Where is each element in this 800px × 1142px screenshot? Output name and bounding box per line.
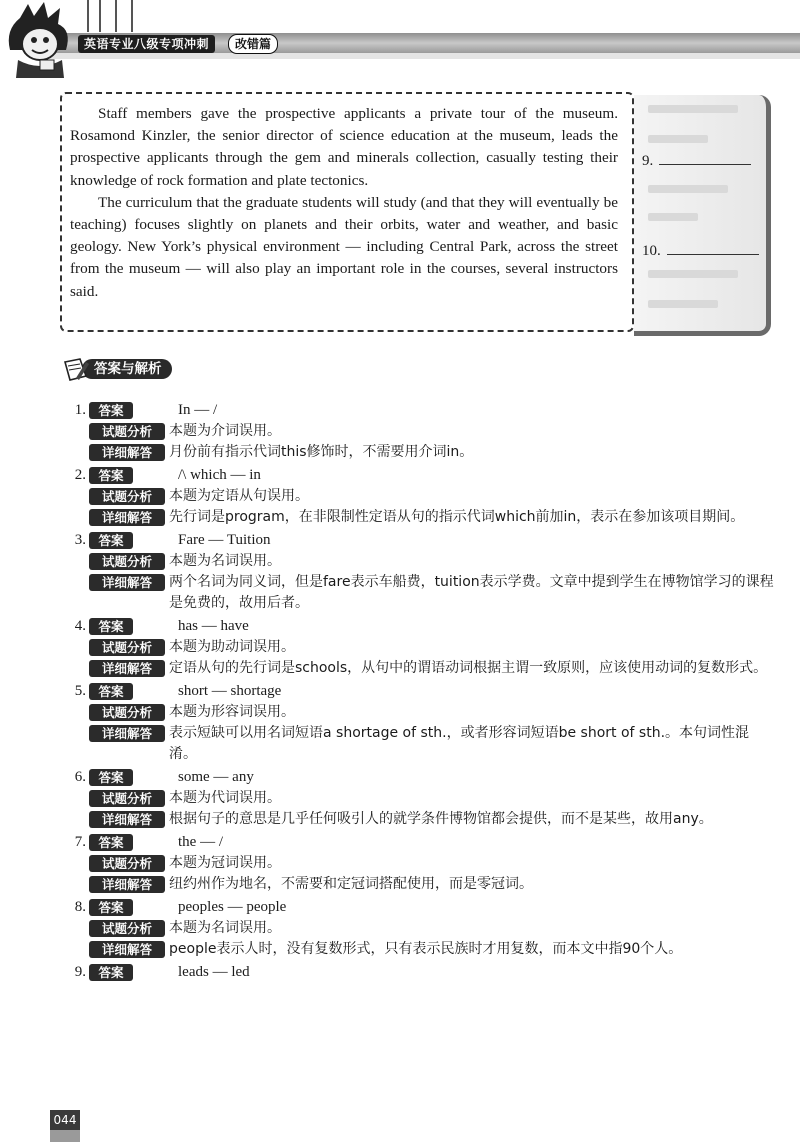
- answer-correction: Fare — Tuition: [178, 532, 271, 548]
- mascot-icon: [0, 0, 90, 80]
- analysis-tag: 试题分析: [89, 639, 165, 656]
- passage-text: [70, 103, 618, 303]
- answer-blank-10[interactable]: [642, 240, 759, 261]
- analysis-text: 本题为助动词误用。: [169, 639, 295, 655]
- answer-number: 2.: [74, 467, 86, 483]
- analysis-text: 本题为名词误用。: [169, 553, 281, 569]
- detail-text: people表示人时，没有复数形式，只有表示民族时才用复数，而本文中指90个人。: [169, 941, 683, 957]
- answer-item-8: [56, 897, 776, 960]
- analysis-tag: 试题分析: [89, 855, 165, 872]
- analysis-tag: 试题分析: [89, 790, 165, 807]
- analysis-text: 本题为定语从句误用。: [169, 488, 309, 504]
- detail-tag: 详细解答: [89, 444, 165, 461]
- section-badge: 改错篇: [228, 34, 278, 54]
- analysis-text: 本题为代词误用。: [169, 790, 281, 806]
- answer-tag: 答案: [89, 683, 133, 700]
- faint-text-line: [648, 270, 738, 278]
- page-number: 044: [50, 1110, 80, 1130]
- detail-text: 月份前有指示代词this修饰时，不需要用介词in。: [169, 444, 474, 460]
- pencil-icon: [62, 356, 90, 382]
- answer-correction: has — have: [178, 618, 249, 634]
- detail-tag: 详细解答: [89, 725, 165, 742]
- answer-tag: 答案: [89, 467, 133, 484]
- blank-label: 9.: [642, 153, 654, 169]
- detail-tag: 详细解答: [89, 941, 165, 958]
- analysis-text: 本题为形容词误用。: [169, 704, 295, 720]
- blank-line[interactable]: [659, 150, 751, 165]
- answer-item-3: [56, 530, 776, 614]
- faint-text-line: [648, 185, 728, 193]
- header-bars-decoration: [85, 0, 145, 32]
- answer-item-7: [56, 832, 776, 895]
- analysis-tag: 试题分析: [89, 704, 165, 721]
- answer-item-9: [56, 962, 776, 983]
- detail-text: 两个名词为同义词，但是fare表示车船费，tuition表示学费。文章中提到学生在博物馆学习的课程是免费的，故用后者。: [169, 574, 774, 611]
- answer-number: 9.: [74, 964, 86, 980]
- analysis-text: 本题为冠词误用。: [169, 855, 281, 871]
- book-title: 英语专业八级专项冲刺: [78, 35, 215, 53]
- answer-item-2: [56, 465, 776, 528]
- blank-line[interactable]: [667, 240, 759, 255]
- blank-label: 10.: [642, 243, 661, 259]
- answer-item-6: [56, 767, 776, 830]
- answers-heading-label: 答案与解析: [82, 359, 172, 379]
- detail-tag: 详细解答: [89, 811, 165, 828]
- detail-text: 定语从句的先行词是schools，从句中的谓语动词根据主谓一致原则，应该使用动词的复数形式。: [169, 660, 768, 676]
- faint-text-line: [648, 105, 738, 113]
- detail-tag: 详细解答: [89, 509, 165, 526]
- answer-number: 5.: [74, 683, 86, 699]
- analysis-tag: 试题分析: [89, 920, 165, 937]
- answer-item-4: [56, 616, 776, 679]
- answer-correction: /\ which — in: [178, 467, 261, 483]
- answer-tag: 答案: [89, 402, 133, 419]
- answer-item-5: [56, 681, 776, 765]
- answer-correction: leads — led: [178, 964, 250, 980]
- answer-number: 8.: [74, 899, 86, 915]
- answer-tag: 答案: [89, 618, 133, 635]
- analysis-tag: 试题分析: [89, 423, 165, 440]
- detail-tag: 详细解答: [89, 876, 165, 893]
- header-stripe-shadow: [40, 53, 800, 59]
- answer-number: 4.: [74, 618, 86, 634]
- answer-blank-panel: [634, 95, 771, 336]
- answer-number: 3.: [74, 532, 86, 548]
- faint-text-line: [648, 135, 708, 143]
- answer-correction: the — /: [178, 834, 223, 850]
- answer-tag: 答案: [89, 769, 133, 786]
- answer-correction: short — shortage: [178, 683, 282, 699]
- answer-number: 6.: [74, 769, 86, 785]
- detail-text: 根据句子的意思是几乎任何吸引人的就学条件博物馆都会提供，而不是某些，故用any。: [169, 811, 713, 827]
- analysis-tag: 试题分析: [89, 553, 165, 570]
- page-header: [0, 0, 800, 70]
- answer-blank-9[interactable]: [642, 150, 751, 171]
- passage-paragraph-1: Staff members gave the prospective applicants a private tour of the museum. Rosamond Kinzler, the senior director of science education at the museum, leads the prospective applicants through the gem and minerals collection, casually testing their knowledge of rock formation and plate tectonics.: [70, 105, 618, 189]
- answer-correction: peoples — people: [178, 899, 287, 915]
- analysis-text: 本题为名词误用。: [169, 920, 281, 936]
- detail-tag: 详细解答: [89, 574, 165, 591]
- detail-text: 先行词是program，在非限制性定语从句的指示代词which前加in，表示在参加该项目期间。: [169, 509, 745, 525]
- answer-correction: In — /: [178, 402, 218, 418]
- answer-item-1: [56, 400, 776, 463]
- answer-correction: some — any: [178, 769, 254, 785]
- faint-text-line: [648, 300, 718, 308]
- passage-paragraph-2: The curriculum that the graduate students will study (and that they will eventually be teaching) focuses slightly on planets and their orbits, water and weather, and basic geology. New York’s physical environment — including Central Park, across the street from the museum — will also play an important role in the courses, several instructors said.: [70, 193, 618, 300]
- analysis-text: 本题为介词误用。: [169, 423, 281, 439]
- answer-number: 1.: [74, 402, 86, 418]
- answers-list: [56, 400, 776, 985]
- detail-tag: 详细解答: [89, 660, 165, 677]
- detail-text: 表示短缺可以用名词短语a shortage of sth.，或者形容词短语be short of sth.。本句词性混淆。: [169, 725, 750, 762]
- answer-number: 7.: [74, 834, 86, 850]
- answer-tag: 答案: [89, 834, 133, 851]
- faint-text-line: [648, 213, 698, 221]
- answer-tag: 答案: [89, 532, 133, 549]
- detail-text: 纽约州作为地名，不需要和定冠词搭配使用，而是零冠词。: [169, 876, 533, 892]
- answer-tag: 答案: [89, 899, 133, 916]
- analysis-tag: 试题分析: [89, 488, 165, 505]
- answer-tag: 答案: [89, 964, 133, 981]
- page-number-strip: [50, 1130, 80, 1142]
